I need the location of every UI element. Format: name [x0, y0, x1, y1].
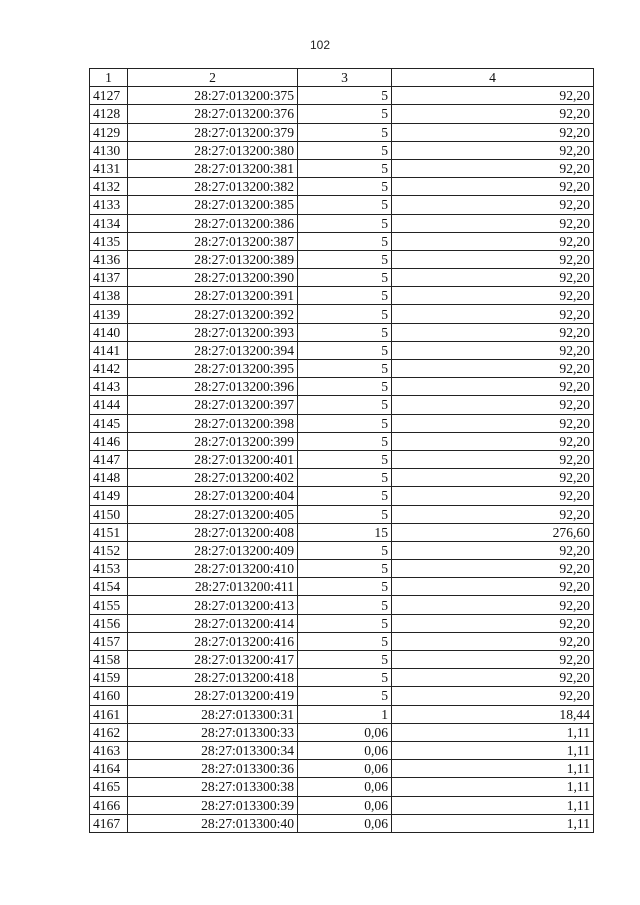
row-number: 4151	[90, 523, 128, 541]
cadastral-number: 28:27:013200:375	[128, 87, 298, 105]
value-cell: 92,20	[392, 178, 594, 196]
table-row	[90, 105, 594, 123]
table-row	[90, 487, 594, 505]
row-number: 4156	[90, 614, 128, 632]
quantity-cell: 5	[298, 360, 392, 378]
value-cell: 92,20	[392, 123, 594, 141]
value-cell: 92,20	[392, 378, 594, 396]
row-number: 4145	[90, 414, 128, 432]
row-number: 4150	[90, 505, 128, 523]
quantity-cell: 0,06	[298, 760, 392, 778]
table-row	[90, 287, 594, 305]
value-cell: 1,11	[392, 723, 594, 741]
value-cell: 1,11	[392, 814, 594, 832]
cadastral-number: 28:27:013200:393	[128, 323, 298, 341]
quantity-cell: 5	[298, 214, 392, 232]
row-number: 4160	[90, 687, 128, 705]
table-row	[90, 341, 594, 359]
value-cell: 92,20	[392, 159, 594, 177]
quantity-cell: 5	[298, 105, 392, 123]
quantity-cell: 5	[298, 305, 392, 323]
row-number: 4165	[90, 778, 128, 796]
row-number: 4142	[90, 360, 128, 378]
cadastral-number: 28:27:013200:385	[128, 196, 298, 214]
row-number: 4161	[90, 705, 128, 723]
row-number: 4148	[90, 469, 128, 487]
table-row	[90, 651, 594, 669]
cadastral-number: 28:27:013300:38	[128, 778, 298, 796]
cadastral-number: 28:27:013200:390	[128, 269, 298, 287]
value-cell: 92,20	[392, 269, 594, 287]
table-row	[90, 250, 594, 268]
value-cell: 92,20	[392, 578, 594, 596]
row-number: 4137	[90, 269, 128, 287]
quantity-cell: 5	[298, 432, 392, 450]
row-number: 4128	[90, 105, 128, 123]
value-cell: 92,20	[392, 450, 594, 468]
quantity-cell: 5	[298, 287, 392, 305]
value-cell: 18,44	[392, 705, 594, 723]
quantity-cell: 5	[298, 596, 392, 614]
quantity-cell: 5	[298, 505, 392, 523]
value-cell: 92,20	[392, 541, 594, 559]
value-cell: 92,20	[392, 323, 594, 341]
quantity-cell: 0,06	[298, 723, 392, 741]
quantity-cell: 5	[298, 378, 392, 396]
quantity-cell: 5	[298, 196, 392, 214]
value-cell: 92,20	[392, 287, 594, 305]
row-number: 4146	[90, 432, 128, 450]
table-row	[90, 396, 594, 414]
table-row	[90, 760, 594, 778]
table-row	[90, 232, 594, 250]
table-row	[90, 269, 594, 287]
cadastral-number: 28:27:013300:36	[128, 760, 298, 778]
value-cell: 1,11	[392, 778, 594, 796]
quantity-cell: 5	[298, 450, 392, 468]
table-row	[90, 778, 594, 796]
cadastral-number: 28:27:013200:380	[128, 141, 298, 159]
value-cell: 92,20	[392, 614, 594, 632]
quantity-cell: 5	[298, 269, 392, 287]
value-cell: 92,20	[392, 214, 594, 232]
cadastral-number: 28:27:013200:417	[128, 651, 298, 669]
quantity-cell: 5	[298, 614, 392, 632]
column-header-3: 3	[298, 69, 392, 87]
quantity-cell: 1	[298, 705, 392, 723]
table-row	[90, 505, 594, 523]
value-cell: 92,20	[392, 232, 594, 250]
row-number: 4163	[90, 741, 128, 759]
quantity-cell: 0,06	[298, 778, 392, 796]
value-cell: 92,20	[392, 560, 594, 578]
table-row	[90, 305, 594, 323]
row-number: 4166	[90, 796, 128, 814]
cadastral-number: 28:27:013200:382	[128, 178, 298, 196]
quantity-cell: 0,06	[298, 741, 392, 759]
quantity-cell: 5	[298, 560, 392, 578]
table-row	[90, 723, 594, 741]
table-row	[90, 578, 594, 596]
table-row	[90, 596, 594, 614]
quantity-cell: 5	[298, 469, 392, 487]
column-header-1: 1	[90, 69, 128, 87]
row-number: 4129	[90, 123, 128, 141]
cadastral-number: 28:27:013200:405	[128, 505, 298, 523]
value-cell: 92,20	[392, 632, 594, 650]
value-cell: 92,20	[392, 687, 594, 705]
table-row	[90, 523, 594, 541]
row-number: 4135	[90, 232, 128, 250]
table-row	[90, 87, 594, 105]
cadastral-number: 28:27:013300:39	[128, 796, 298, 814]
quantity-cell: 5	[298, 414, 392, 432]
header-row	[90, 69, 594, 87]
quantity-cell: 5	[298, 687, 392, 705]
value-cell: 1,11	[392, 760, 594, 778]
row-number: 4138	[90, 287, 128, 305]
value-cell: 92,20	[392, 141, 594, 159]
cadastral-number: 28:27:013300:33	[128, 723, 298, 741]
table-row	[90, 378, 594, 396]
row-number: 4139	[90, 305, 128, 323]
table-body	[90, 87, 594, 833]
cadastral-number: 28:27:013200:392	[128, 305, 298, 323]
row-number: 4144	[90, 396, 128, 414]
quantity-cell: 5	[298, 141, 392, 159]
table-row	[90, 414, 594, 432]
cadastral-number: 28:27:013200:408	[128, 523, 298, 541]
row-number: 4155	[90, 596, 128, 614]
quantity-cell: 5	[298, 487, 392, 505]
value-cell: 92,20	[392, 360, 594, 378]
row-number: 4162	[90, 723, 128, 741]
row-number: 4134	[90, 214, 128, 232]
row-number: 4157	[90, 632, 128, 650]
table-row	[90, 796, 594, 814]
quantity-cell: 5	[298, 87, 392, 105]
quantity-cell: 5	[298, 178, 392, 196]
table-row	[90, 323, 594, 341]
quantity-cell: 5	[298, 578, 392, 596]
table-row	[90, 632, 594, 650]
cadastral-number: 28:27:013200:399	[128, 432, 298, 450]
cadastral-number: 28:27:013200:386	[128, 214, 298, 232]
table-row	[90, 196, 594, 214]
cadastral-number: 28:27:013200:389	[128, 250, 298, 268]
cadastral-number: 28:27:013200:397	[128, 396, 298, 414]
quantity-cell: 5	[298, 651, 392, 669]
row-number: 4152	[90, 541, 128, 559]
quantity-cell: 5	[298, 123, 392, 141]
cadastral-number: 28:27:013200:418	[128, 669, 298, 687]
cadastral-number: 28:27:013200:413	[128, 596, 298, 614]
page-number: 102	[309, 38, 331, 52]
table-row	[90, 141, 594, 159]
cadastral-number: 28:27:013300:40	[128, 814, 298, 832]
table-row	[90, 159, 594, 177]
row-number: 4159	[90, 669, 128, 687]
quantity-cell: 0,06	[298, 796, 392, 814]
quantity-cell: 5	[298, 232, 392, 250]
quantity-cell: 5	[298, 632, 392, 650]
value-cell: 92,20	[392, 487, 594, 505]
table-row	[90, 687, 594, 705]
cadastral-number: 28:27:013200:411	[128, 578, 298, 596]
cadastral-number: 28:27:013200:404	[128, 487, 298, 505]
row-number: 4143	[90, 378, 128, 396]
row-number: 4167	[90, 814, 128, 832]
quantity-cell: 5	[298, 669, 392, 687]
row-number: 4149	[90, 487, 128, 505]
row-number: 4141	[90, 341, 128, 359]
cadastral-number: 28:27:013200:402	[128, 469, 298, 487]
value-cell: 92,20	[392, 87, 594, 105]
cadastral-number: 28:27:013200:395	[128, 360, 298, 378]
value-cell: 1,11	[392, 741, 594, 759]
table-row	[90, 560, 594, 578]
quantity-cell: 5	[298, 541, 392, 559]
table-row	[90, 814, 594, 832]
cadastral-number: 28:27:013200:401	[128, 450, 298, 468]
value-cell: 92,20	[392, 196, 594, 214]
value-cell: 1,11	[392, 796, 594, 814]
value-cell: 92,20	[392, 596, 594, 614]
table-row	[90, 705, 594, 723]
row-number: 4158	[90, 651, 128, 669]
row-number: 4132	[90, 178, 128, 196]
value-cell: 92,20	[392, 305, 594, 323]
table-row	[90, 469, 594, 487]
table-header	[90, 69, 594, 87]
cadastral-number: 28:27:013300:34	[128, 741, 298, 759]
table-row	[90, 214, 594, 232]
row-number: 4136	[90, 250, 128, 268]
table-row	[90, 360, 594, 378]
row-number: 4130	[90, 141, 128, 159]
quantity-cell: 15	[298, 523, 392, 541]
value-cell: 92,20	[392, 432, 594, 450]
table-row	[90, 123, 594, 141]
column-header-4: 4	[392, 69, 594, 87]
value-cell: 276,60	[392, 523, 594, 541]
row-number: 4147	[90, 450, 128, 468]
value-cell: 92,20	[392, 250, 594, 268]
value-cell: 92,20	[392, 105, 594, 123]
quantity-cell: 0,06	[298, 814, 392, 832]
value-cell: 92,20	[392, 414, 594, 432]
cadastral-number: 28:27:013200:414	[128, 614, 298, 632]
table-row	[90, 432, 594, 450]
quantity-cell: 5	[298, 341, 392, 359]
land-plot-table	[89, 68, 594, 833]
cadastral-number: 28:27:013200:416	[128, 632, 298, 650]
table-row	[90, 741, 594, 759]
value-cell: 92,20	[392, 505, 594, 523]
quantity-cell: 5	[298, 323, 392, 341]
row-number: 4131	[90, 159, 128, 177]
cadastral-number: 28:27:013200:394	[128, 341, 298, 359]
table-row	[90, 541, 594, 559]
cadastral-number: 28:27:013200:376	[128, 105, 298, 123]
cadastral-number: 28:27:013300:31	[128, 705, 298, 723]
cadastral-number: 28:27:013200:409	[128, 541, 298, 559]
value-cell: 92,20	[392, 669, 594, 687]
value-cell: 92,20	[392, 396, 594, 414]
value-cell: 92,20	[392, 651, 594, 669]
cadastral-number: 28:27:013200:419	[128, 687, 298, 705]
cadastral-number: 28:27:013200:381	[128, 159, 298, 177]
cadastral-number: 28:27:013200:396	[128, 378, 298, 396]
quantity-cell: 5	[298, 396, 392, 414]
cadastral-number: 28:27:013200:379	[128, 123, 298, 141]
cadastral-number: 28:27:013200:398	[128, 414, 298, 432]
cadastral-number: 28:27:013200:410	[128, 560, 298, 578]
table-row	[90, 669, 594, 687]
column-header-2: 2	[128, 69, 298, 87]
quantity-cell: 5	[298, 250, 392, 268]
cadastral-number: 28:27:013200:387	[128, 232, 298, 250]
table-row	[90, 614, 594, 632]
value-cell: 92,20	[392, 469, 594, 487]
table-row	[90, 178, 594, 196]
row-number: 4154	[90, 578, 128, 596]
row-number: 4127	[90, 87, 128, 105]
row-number: 4153	[90, 560, 128, 578]
cadastral-number: 28:27:013200:391	[128, 287, 298, 305]
row-number: 4140	[90, 323, 128, 341]
table-row	[90, 450, 594, 468]
value-cell: 92,20	[392, 341, 594, 359]
quantity-cell: 5	[298, 159, 392, 177]
row-number: 4133	[90, 196, 128, 214]
row-number: 4164	[90, 760, 128, 778]
